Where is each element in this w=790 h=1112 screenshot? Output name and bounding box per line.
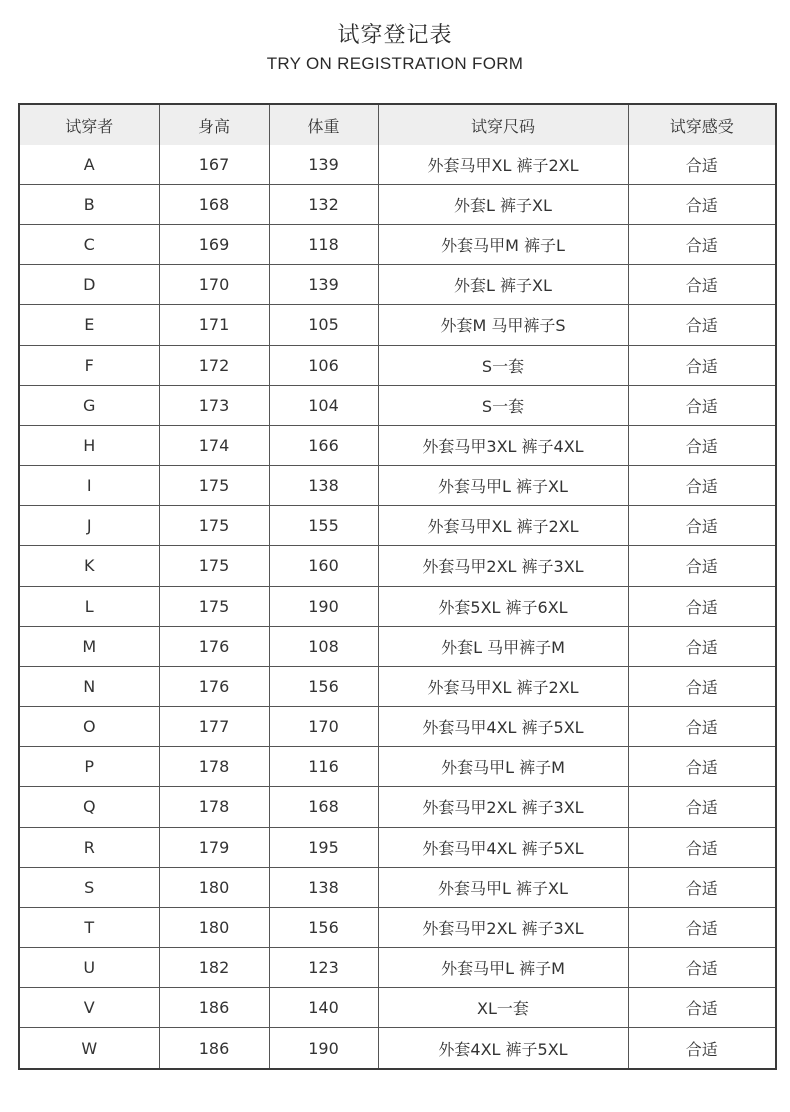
cell-feeling: 合适 <box>628 707 776 747</box>
cell-weight: 116 <box>269 747 378 787</box>
cell-tester: O <box>19 707 159 747</box>
cell-size: 外套马甲XL 裤子2XL <box>378 506 628 546</box>
cell-feeling: 合适 <box>628 626 776 666</box>
table-row <box>19 867 776 907</box>
cell-tester: E <box>19 305 159 345</box>
cell-feeling: 合适 <box>628 787 776 827</box>
cell-height: 173 <box>159 385 269 425</box>
cell-weight: 156 <box>269 666 378 706</box>
cell-height: 176 <box>159 666 269 706</box>
cell-size: 外套马甲2XL 裤子3XL <box>378 546 628 586</box>
cell-tester: M <box>19 626 159 666</box>
cell-tester: T <box>19 907 159 947</box>
cell-weight: 138 <box>269 466 378 506</box>
cell-height: 180 <box>159 867 269 907</box>
cell-size: 外套马甲L 裤子M <box>378 948 628 988</box>
cell-weight: 123 <box>269 948 378 988</box>
cell-size: S一套 <box>378 385 628 425</box>
registration-table <box>18 103 777 1070</box>
cell-tester: L <box>19 586 159 626</box>
cell-weight: 166 <box>269 425 378 465</box>
table-row <box>19 948 776 988</box>
table-row <box>19 265 776 305</box>
cell-weight: 195 <box>269 827 378 867</box>
cell-feeling: 合适 <box>628 385 776 425</box>
table-row <box>19 305 776 345</box>
cell-size: 外套5XL 裤子6XL <box>378 586 628 626</box>
cell-tester: G <box>19 385 159 425</box>
cell-tester: W <box>19 1028 159 1069</box>
cell-size: 外套4XL 裤子5XL <box>378 1028 628 1069</box>
cell-weight: 156 <box>269 907 378 947</box>
table-row <box>19 907 776 947</box>
table-row <box>19 626 776 666</box>
cell-feeling: 合适 <box>628 827 776 867</box>
cell-height: 175 <box>159 586 269 626</box>
cell-size: 外套马甲XL 裤子2XL <box>378 145 628 184</box>
cell-feeling: 合适 <box>628 305 776 345</box>
table-row <box>19 506 776 546</box>
cell-height: 178 <box>159 747 269 787</box>
cell-size: 外套M 马甲裤子S <box>378 305 628 345</box>
cell-height: 172 <box>159 345 269 385</box>
cell-size: 外套L 裤子XL <box>378 265 628 305</box>
cell-weight: 160 <box>269 546 378 586</box>
cell-tester: H <box>19 425 159 465</box>
table-row <box>19 546 776 586</box>
cell-tester: P <box>19 747 159 787</box>
cell-weight: 140 <box>269 988 378 1028</box>
cell-height: 171 <box>159 305 269 345</box>
cell-height: 170 <box>159 265 269 305</box>
cell-feeling: 合适 <box>628 907 776 947</box>
cell-weight: 132 <box>269 184 378 224</box>
cell-feeling: 合适 <box>628 546 776 586</box>
cell-tester: I <box>19 466 159 506</box>
cell-height: 169 <box>159 225 269 265</box>
cell-weight: 190 <box>269 1028 378 1069</box>
cell-height: 177 <box>159 707 269 747</box>
header-size: 试穿尺码 <box>378 104 628 145</box>
cell-size: XL一套 <box>378 988 628 1028</box>
table-row <box>19 747 776 787</box>
cell-tester: F <box>19 345 159 385</box>
cell-height: 175 <box>159 466 269 506</box>
cell-tester: Q <box>19 787 159 827</box>
table-header-row <box>19 104 776 145</box>
cell-feeling: 合适 <box>628 265 776 305</box>
table-row <box>19 666 776 706</box>
cell-feeling: 合适 <box>628 988 776 1028</box>
table-row <box>19 145 776 184</box>
cell-size: 外套马甲L 裤子XL <box>378 466 628 506</box>
cell-weight: 139 <box>269 145 378 184</box>
cell-feeling: 合适 <box>628 666 776 706</box>
cell-tester: R <box>19 827 159 867</box>
cell-tester: U <box>19 948 159 988</box>
cell-size: 外套马甲2XL 裤子3XL <box>378 787 628 827</box>
cell-size: 外套马甲L 裤子XL <box>378 867 628 907</box>
cell-feeling: 合适 <box>628 466 776 506</box>
table-row <box>19 707 776 747</box>
cell-height: 176 <box>159 626 269 666</box>
header-tester: 试穿者 <box>19 104 159 145</box>
cell-height: 167 <box>159 145 269 184</box>
cell-feeling: 合适 <box>628 506 776 546</box>
cell-size: 外套L 裤子XL <box>378 184 628 224</box>
table-row <box>19 1028 776 1069</box>
header-height: 身高 <box>159 104 269 145</box>
cell-feeling: 合适 <box>628 345 776 385</box>
cell-size: 外套马甲2XL 裤子3XL <box>378 907 628 947</box>
cell-size: 外套L 马甲裤子M <box>378 626 628 666</box>
cell-feeling: 合适 <box>628 225 776 265</box>
cell-tester: K <box>19 546 159 586</box>
table-row <box>19 184 776 224</box>
cell-height: 175 <box>159 546 269 586</box>
cell-feeling: 合适 <box>628 145 776 184</box>
cell-height: 186 <box>159 1028 269 1069</box>
cell-tester: J <box>19 506 159 546</box>
cell-height: 179 <box>159 827 269 867</box>
table-row <box>19 385 776 425</box>
cell-size: S一套 <box>378 345 628 385</box>
cell-tester: D <box>19 265 159 305</box>
table-row <box>19 425 776 465</box>
cell-feeling: 合适 <box>628 747 776 787</box>
header-weight: 体重 <box>269 104 378 145</box>
cell-height: 174 <box>159 425 269 465</box>
table-row <box>19 988 776 1028</box>
cell-feeling: 合适 <box>628 425 776 465</box>
cell-weight: 190 <box>269 586 378 626</box>
cell-height: 180 <box>159 907 269 947</box>
table-row <box>19 787 776 827</box>
cell-size: 外套马甲L 裤子M <box>378 747 628 787</box>
header-feeling: 试穿感受 <box>628 104 776 145</box>
page-title: 试穿登记表 <box>337 23 453 48</box>
table-row <box>19 586 776 626</box>
cell-weight: 105 <box>269 305 378 345</box>
cell-tester: S <box>19 867 159 907</box>
table-body <box>19 145 776 1069</box>
cell-weight: 155 <box>269 506 378 546</box>
cell-feeling: 合适 <box>628 867 776 907</box>
cell-tester: C <box>19 225 159 265</box>
cell-size: 外套马甲XL 裤子2XL <box>378 666 628 706</box>
cell-weight: 108 <box>269 626 378 666</box>
cell-height: 178 <box>159 787 269 827</box>
cell-feeling: 合适 <box>628 184 776 224</box>
page-subtitle: TRY ON REGISTRATION FORM <box>266 54 524 73</box>
cell-weight: 106 <box>269 345 378 385</box>
cell-tester: N <box>19 666 159 706</box>
cell-size: 外套马甲3XL 裤子4XL <box>378 425 628 465</box>
cell-weight: 139 <box>269 265 378 305</box>
cell-tester: V <box>19 988 159 1028</box>
cell-feeling: 合适 <box>628 1028 776 1069</box>
cell-height: 182 <box>159 948 269 988</box>
cell-size: 外套马甲M 裤子L <box>378 225 628 265</box>
cell-feeling: 合适 <box>628 586 776 626</box>
table-row <box>19 345 776 385</box>
cell-size: 外套马甲4XL 裤子5XL <box>378 707 628 747</box>
cell-height: 186 <box>159 988 269 1028</box>
cell-weight: 170 <box>269 707 378 747</box>
cell-tester: B <box>19 184 159 224</box>
table-row <box>19 225 776 265</box>
cell-height: 168 <box>159 184 269 224</box>
cell-weight: 104 <box>269 385 378 425</box>
cell-tester: A <box>19 145 159 184</box>
cell-height: 175 <box>159 506 269 546</box>
cell-weight: 138 <box>269 867 378 907</box>
table-row <box>19 827 776 867</box>
cell-feeling: 合适 <box>628 948 776 988</box>
cell-weight: 168 <box>269 787 378 827</box>
cell-size: 外套马甲4XL 裤子5XL <box>378 827 628 867</box>
cell-weight: 118 <box>269 225 378 265</box>
table-row <box>19 466 776 506</box>
